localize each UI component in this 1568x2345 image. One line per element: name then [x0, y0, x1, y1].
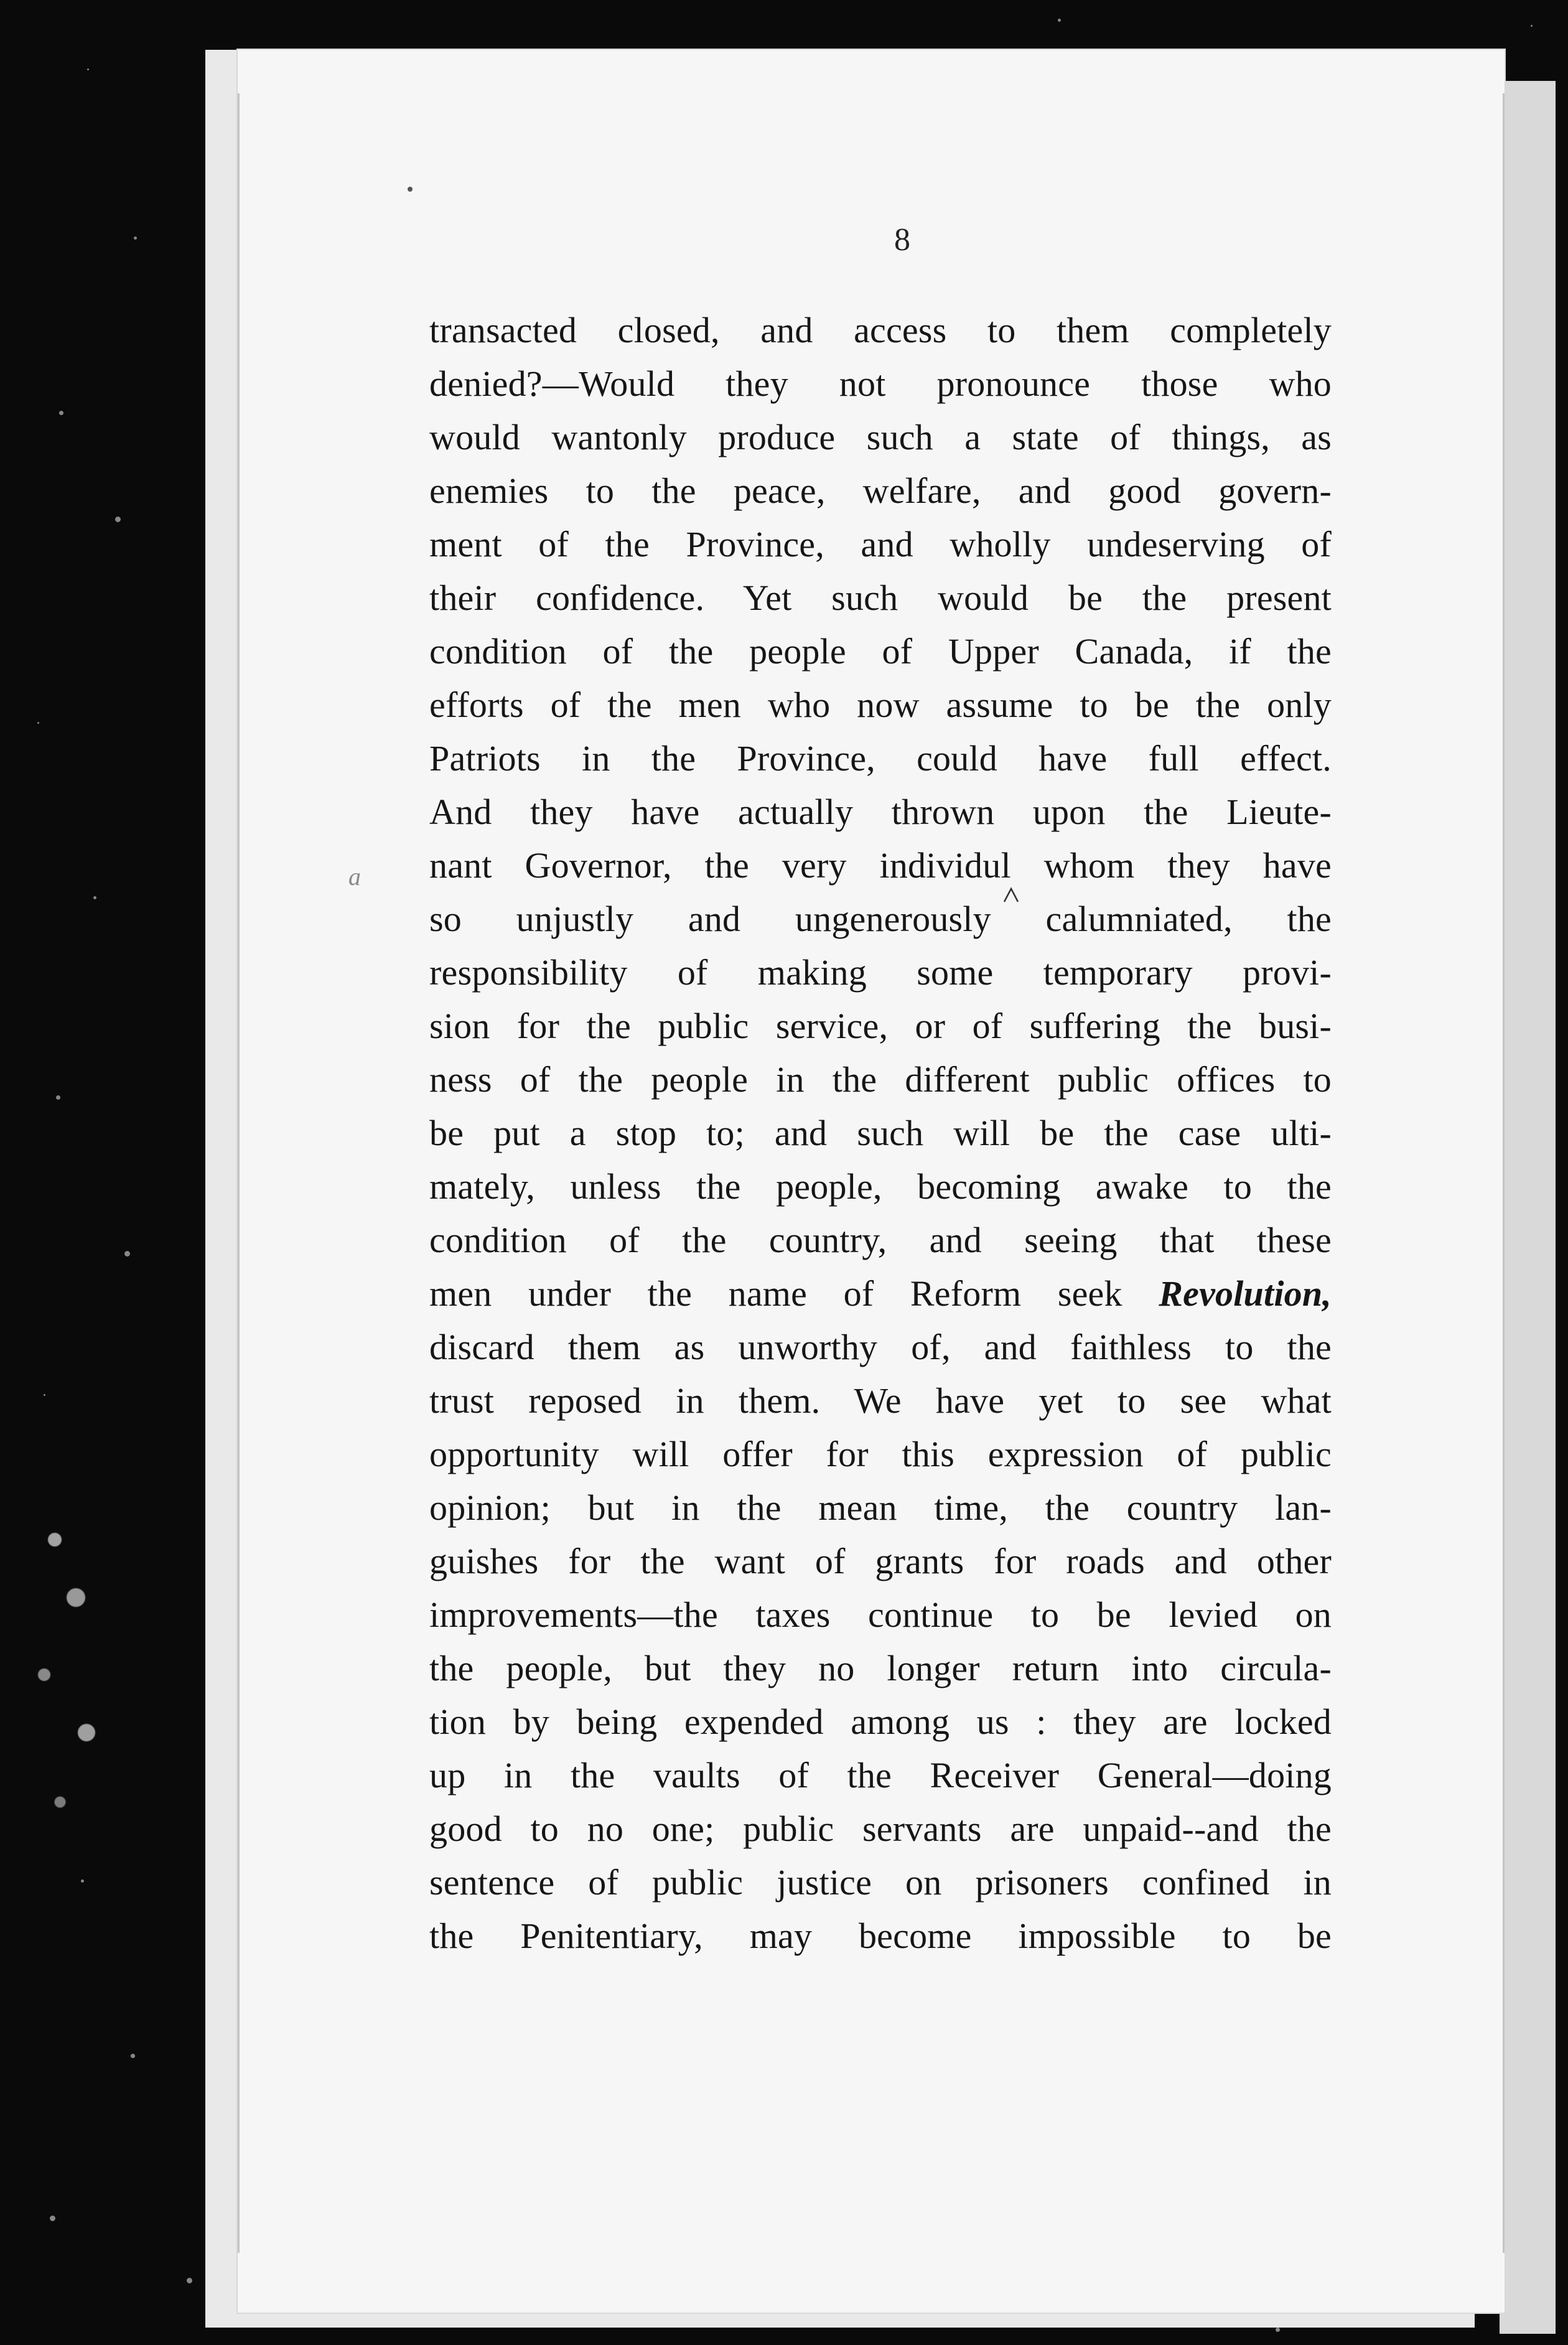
scan-speck — [1058, 19, 1061, 22]
text-line: trust reposed in them. We have yet to see what — [429, 1380, 1332, 1421]
text-line: condition of the country, and seeing that these — [429, 1220, 1332, 1260]
text-line: opinion; but in the mean time, the country lan- — [429, 1487, 1332, 1528]
text-line: transacted closed, and access to them completely — [429, 310, 1332, 350]
text-line: And they have actually thrown upon the Lieute- — [429, 792, 1332, 832]
scan-speck — [37, 722, 39, 724]
text-line: Patriots in the Province, could have full effect. — [429, 738, 1332, 779]
text-line: sion for the public service, or of suffering the busi- — [429, 1006, 1332, 1046]
scan-speck — [134, 236, 137, 240]
text-line: good to no one; public servants are unpaid--and the — [429, 1809, 1332, 1849]
text-line: men under the name of Reform seek Revolution, — [429, 1273, 1332, 1314]
text-line: responsibility of making some temporary provi- — [429, 952, 1332, 993]
italic-word: Revolution, — [1159, 1273, 1332, 1314]
scan-speck — [131, 2054, 135, 2058]
page-edge-line — [1503, 93, 1505, 2253]
scan-speck — [56, 1095, 60, 1100]
body-text — [429, 304, 1332, 1963]
text-line: guishes for the want of grants for roads and other — [429, 1541, 1332, 1581]
text-line: nant Governor, the very individul whom they have — [429, 845, 1332, 886]
scan-speck — [124, 1251, 130, 1257]
text-line: up in the vaults of the Receiver General—doing — [429, 1755, 1332, 1795]
scan-noise — [12, 1463, 118, 1848]
text-line: sentence of public justice on prisoners confined in — [429, 1862, 1332, 1903]
page-right-edge — [1500, 81, 1556, 2334]
text-line: denied?—Would they not pronounce those who — [429, 363, 1332, 404]
scan-speck — [59, 411, 63, 415]
text-line: ment of the Province, and wholly undeserving of — [429, 524, 1332, 564]
scan-speck — [1531, 25, 1533, 27]
text-line: opportunity will offer for this expression of public — [429, 1434, 1332, 1474]
scan-speck — [187, 2278, 192, 2283]
text-line: enemies to the peace, welfare, and good govern- — [429, 470, 1332, 511]
text-line: tion by being expended among us : they are locked — [429, 1701, 1332, 1742]
text-line: improvements—the taxes continue to be levied on — [429, 1594, 1332, 1635]
scan-speck — [50, 2216, 55, 2221]
scan-speck — [93, 896, 96, 899]
text-line: discard them as unworthy of, and faithless to the — [429, 1327, 1332, 1367]
scan-speck — [87, 68, 89, 70]
marginal-note: a — [348, 863, 361, 891]
text-line: ness of the people in the different public offices to — [429, 1059, 1332, 1100]
text-line: the people, but they no longer return into circula- — [429, 1648, 1332, 1688]
text-line: be put a stop to; and such will be the case ulti- — [429, 1113, 1332, 1153]
scan-speck — [81, 1879, 84, 1883]
text-line: the Penitentiary, may become impossible to be — [429, 1916, 1332, 1956]
text-line: would wantonly produce such a state of things, as — [429, 417, 1332, 457]
scan-speck — [1276, 2328, 1280, 2332]
text-line: condition of the people of Upper Canada, if the — [429, 631, 1332, 672]
text-line: so unjustly and ungenerously calumniated, the — [429, 899, 1332, 939]
text-line: mately, unless the people, becoming awake to the — [429, 1166, 1332, 1207]
text-line: their confidence. Yet such would be the present — [429, 578, 1332, 618]
text-line: efforts of the men who now assume to be the only — [429, 685, 1332, 725]
page-number: 8 — [894, 222, 910, 258]
scan-speck — [115, 517, 121, 522]
page-edge-line — [238, 93, 240, 2253]
ink-dot — [408, 187, 413, 192]
scan-speck — [44, 1394, 45, 1396]
